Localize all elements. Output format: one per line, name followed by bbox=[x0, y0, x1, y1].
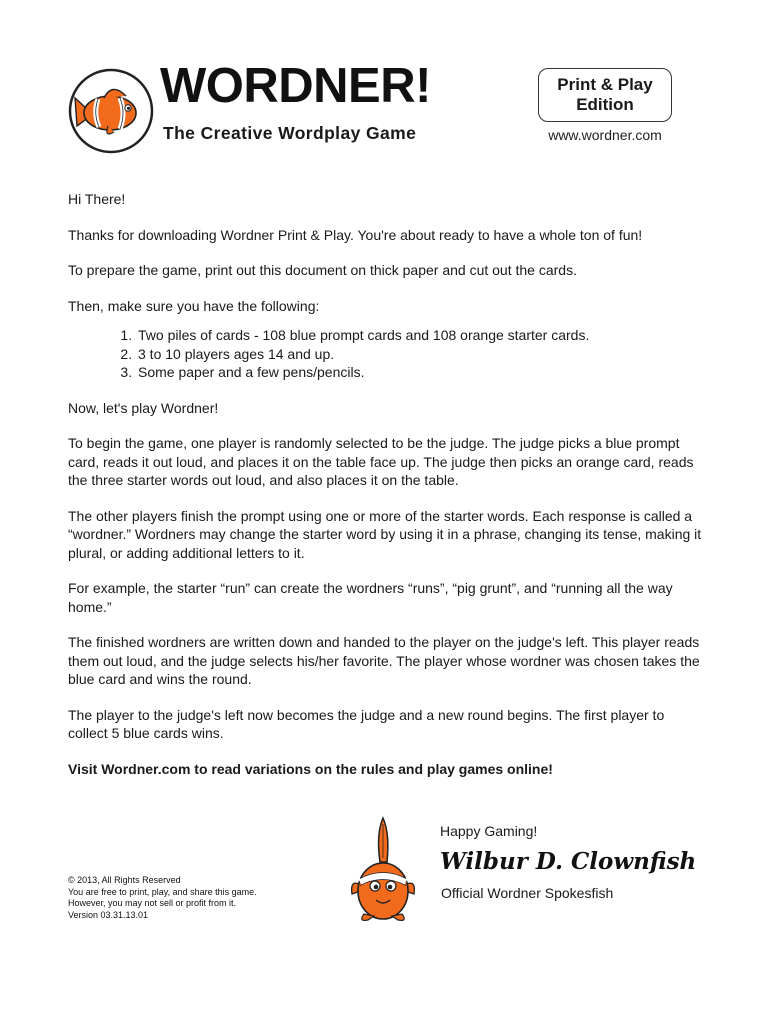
license-restriction-line: However, you may not sell or profit from it. bbox=[68, 898, 237, 908]
list-item: 3. Some paper and a few pens/pencils. bbox=[136, 363, 704, 382]
begin-paragraph: To begin the game, one player is randomly selected to be the judge. The judge picks a blue prompt card, reads it out loud, and places it on the table face up. The judge then picks an orange card, reads the three starter words out loud, and also places it on the table. bbox=[68, 435, 694, 488]
visit-website-callout: Visit Wordner.com to read variations on the rules and play games online! bbox=[68, 760, 553, 777]
responses-paragraph: The other players finish the prompt using one or more of the starter words. Each response is called a “wordner.” Wordners may change the starter word by using it in a phrase, changing its tense, making it plural, or adding additional letters to it. bbox=[68, 507, 702, 561]
closing-line: Happy Gaming! bbox=[440, 823, 538, 839]
prepare-paragraph: To prepare the game, print out this document on thick paper and cut out the cards. bbox=[68, 262, 577, 278]
list-item: 1. Two piles of cards - 108 blue prompt cards and 108 orange starter cards. bbox=[136, 326, 704, 345]
judging-paragraph: The finished wordners are written down and handed to the player on the judge's left. This player reads them out loud, and the judge selects his/her favorite. The player whose wordner was chosen takes the blue card and wins the round. bbox=[68, 634, 700, 687]
list-item: 2. 3 to 10 players ages 14 and up. bbox=[136, 345, 704, 364]
signature: Wilbur D. Clownfish bbox=[440, 848, 697, 875]
instructions-body bbox=[68, 190, 704, 795]
website-link[interactable]: www.wordner.com bbox=[548, 127, 662, 143]
example-paragraph: For example, the starter “run” can create the wordners “runs”, “pig grunt”, and “running all the way home.” bbox=[68, 580, 673, 615]
clownfish-logo-icon bbox=[68, 68, 154, 154]
requirements-intro: Then, make sure you have the following: bbox=[68, 297, 320, 314]
version-line: Version 03.31.13.01 bbox=[68, 909, 149, 920]
thanks-paragraph: Thanks for downloading Wordner Print & Play. You're about ready to have a whole ton of fun! bbox=[68, 226, 643, 243]
edition-badge bbox=[538, 68, 672, 122]
copyright-line: © 2013, All Rights Reserved bbox=[68, 875, 181, 885]
greeting: Hi There! bbox=[68, 191, 126, 207]
brand-tagline: The Creative Wordplay Game bbox=[163, 123, 417, 143]
brand-title: WORDNER! bbox=[160, 59, 431, 113]
edition-line-2: Edition bbox=[576, 95, 634, 114]
requirements-list bbox=[68, 326, 704, 382]
signature-title: Official Wordner Spokesfish bbox=[441, 885, 614, 901]
edition-line-1: Print & Play bbox=[557, 75, 653, 94]
copyright-notice bbox=[68, 875, 308, 921]
clownfish-mascot-icon bbox=[350, 814, 416, 926]
license-line: You are free to print, play, and share this game. bbox=[68, 886, 257, 897]
lets-play-paragraph: Now, let's play Wordner! bbox=[68, 399, 219, 416]
next-round-paragraph: The player to the judge's left now becomes the judge and a new round begins. The first player to collect 5 blue cards wins. bbox=[68, 706, 665, 741]
